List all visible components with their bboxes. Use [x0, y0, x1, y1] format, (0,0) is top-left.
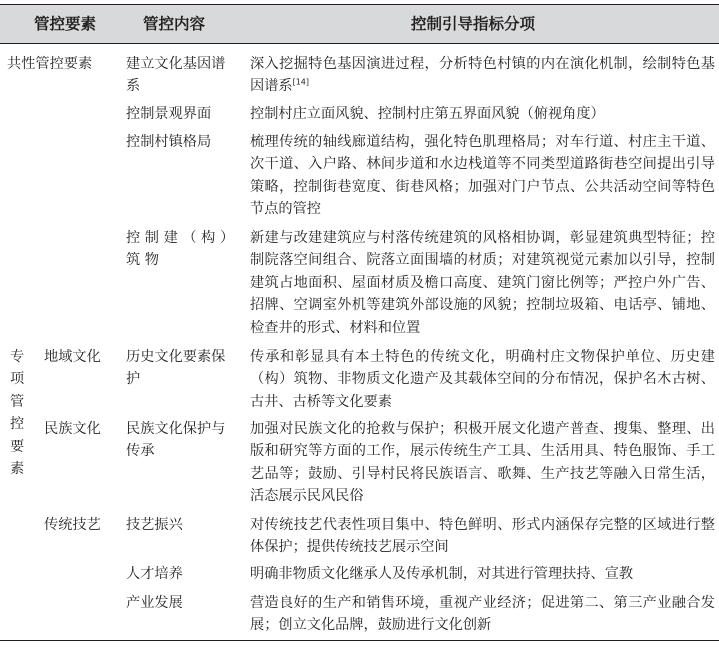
- indicator-village-layout: 梳理传统的轴线廊道结构，强化特色肌理格局；对车行道、村庄主干道、次干道、入户路、林间步道和水边栈道等不同类型道路街巷空间提出引导策略，控制街巷宽度、街巷风格；加强对门户节点、公共活动空间等特色节点的管控: [250, 134, 715, 218]
- content-skill-revival: 技艺振兴: [126, 517, 183, 533]
- content-heritage-protection: 历史文化要素保护: [126, 349, 226, 388]
- indicator-heritage-protection: 传承和彰显具有本土特色的传统文化，明确村庄文物保护单位、历史建（构）筑物、非物质文化遗产及其载体空间的分布情况，保护名木古树、古井、古桥等文化要素: [250, 349, 715, 410]
- table-top-rule: [0, 4, 719, 5]
- indicator-skill-revival: 对传统技艺代表性项目集中、特色鲜明、形式内涵保存完整的区域进行整体保护；提供传统技艺展示空间: [250, 517, 715, 556]
- content-buildings: 控制建（构）筑物: [126, 230, 239, 269]
- content-village-layout: 控制村镇格局: [126, 134, 212, 150]
- content-industry-development: 产业发展: [126, 595, 183, 611]
- content-talent-training: 人才培养: [126, 566, 183, 582]
- indicator-buildings: 新建与改建建筑应与村落传统建筑的风格相协调，彰显建筑典型特征；控制院落空间组合、院落立面围墙的材质；对建筑视觉元素加以引导，控制建筑占地面积、屋面材质及檐口高度、建筑门窗比例等；严控户外广告、招牌、空调室外机等建筑外部设施的风貌；控制垃圾箱、电话亭、铺地、检查井的形式、材料和位置: [250, 230, 715, 336]
- group-common-elements: 共性管控要素: [7, 56, 93, 72]
- subgroup-regional-culture: 地域文化: [44, 349, 101, 365]
- indicator-ethnic-culture: 加强对民族文化的抢救与保护；积极开展文化遗产普查、搜集、整理、出版和研究等方面的工作，展示传统生产工具、生活用具、特色服饰、手工艺品等；鼓励、引导村民将民族语言、歌舞、生产技艺等融入日常生活，活态展示民风民俗: [250, 421, 715, 505]
- table-header-band: [0, 5, 719, 43]
- indicator-industry-development: 营造良好的生产和销售环境，重视产业经济；促进第二、第三产业融合发展；创立文化品牌，鼓励进行文化创新: [250, 595, 715, 634]
- indicator-talent-training: 明确非物质文化继承人及传承机制，对其进行管理扶持、宣教: [250, 566, 634, 582]
- indicator-landscape-interface: 控制村庄立面风貌、控制村庄第五界面风貌（俯视角度）: [250, 106, 605, 122]
- header-indicator-items: 控制引导指标分项: [411, 15, 536, 33]
- content-gene-lineage: 建立文化基因谱系: [126, 56, 226, 95]
- subgroup-ethnic-culture: 民族文化: [44, 421, 101, 437]
- reference-mark: [14]: [292, 77, 309, 87]
- header-control-content: 管控内容: [143, 15, 206, 33]
- indicator-gene-lineage: [250, 53, 715, 98]
- subgroup-traditional-skill: 传统技艺: [44, 517, 101, 533]
- table-bottom-rule: [0, 640, 719, 641]
- content-ethnic-culture: 民族文化保护与传承: [126, 421, 226, 460]
- content-landscape-interface: 控制景观界面: [126, 106, 212, 122]
- group-special-elements: 专项管控要素: [10, 349, 25, 478]
- header-control-elements: 管控要素: [34, 15, 97, 33]
- table-header-rule: [0, 43, 719, 44]
- indicator-text: 深入挖掘特色基因演进过程，分析特色村镇的内在演化机制，绘制特色基因谱系: [250, 56, 715, 95]
